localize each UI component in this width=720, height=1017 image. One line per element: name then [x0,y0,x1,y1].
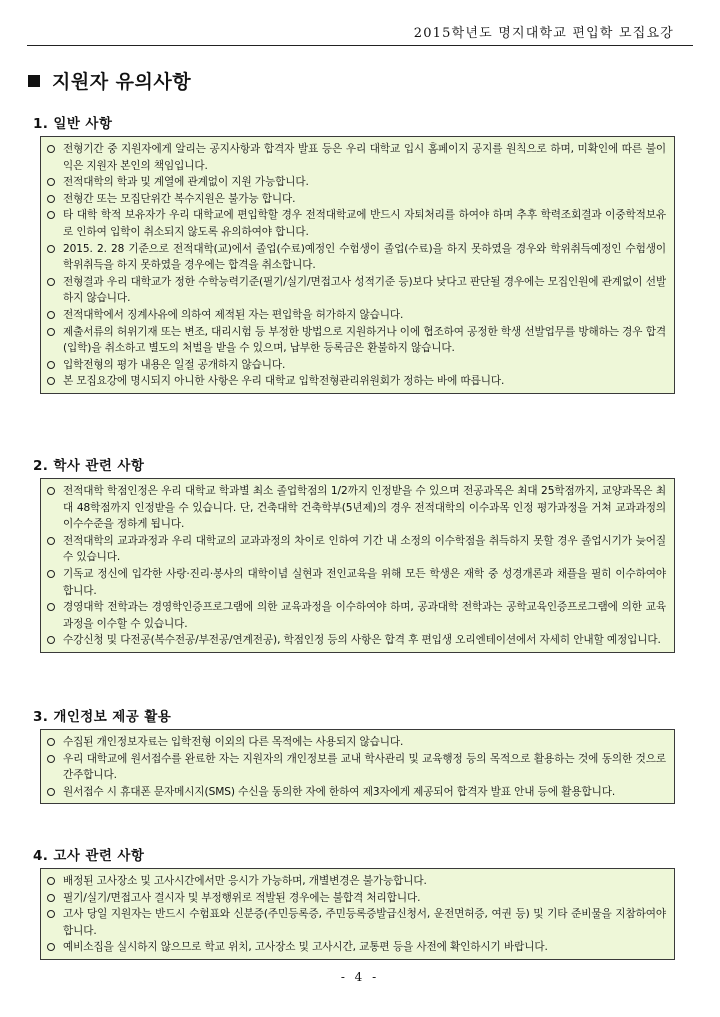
circle-bullet-icon [47,788,55,796]
circle-bullet-icon [47,738,55,746]
list-item-text: 원서접수 시 휴대폰 문자메시지(SMS) 수신을 동의한 자에 한하여 제3자에게 제공되어 합격자 발표 안내 등에 활용합니다. [63,785,616,798]
circle-bullet-icon [47,603,55,611]
notice-box [40,478,675,653]
list-item-text: 전형간 또는 모집단위간 복수지원은 불가능 합니다. [63,192,296,205]
list-item-text: 2015. 2. 28 기준으로 전적대학(교)에서 졸업(수료)예정인 수험생이 졸업(수료)을 하지 못하였을 경우와 학위취득예정인 수험생이 학위취득을 하지 못하였을 경우에는 합격을 취소합니다. [63,242,666,272]
list-item [47,599,666,632]
list-item-text: 전적대학의 교과과정과 우리 대학교의 교과과정의 차이로 인하여 기간 내 소정의 이수학점을 취득하지 못할 경우 졸업시기가 늦어질 수 있습니다. [63,534,666,564]
section-heading: 1. 일반 사항 [33,116,113,132]
list-item [47,373,666,390]
list-item [47,324,666,357]
list-item [47,307,666,324]
header-divider [27,45,693,46]
section-heading: 3. 개인정보 제공 활용 [33,709,172,725]
list-item-text: 타 대학 학적 보유자가 우리 대학교에 편입학할 경우 전적대학교에 반드시 자퇴처리를 하여야 하며 추후 학력조회결과 이중학적보유로 인하여 입학이 취소되지 않도록 유의하여야 합니다. [63,209,666,238]
notice-box [40,729,675,804]
list-item [47,533,666,566]
circle-bullet-icon [47,894,55,902]
list-item-text: 전형결과 우리 대학교가 정한 수학능력기준(필기/실기/면접고사 성적기준 등)보다 낮다고 판단될 경우에는 모집인원에 관계없이 선발하지 않습니다. [63,275,666,305]
circle-bullet-icon [47,537,55,545]
circle-bullet-icon [47,361,55,369]
circle-bullet-icon [47,328,55,336]
circle-bullet-icon [47,636,55,644]
list-item-text: 배정된 고사장소 및 고사시간에서만 응시가 가능하며, 개별변경은 불가능합니다. [63,875,427,887]
list-item [47,274,666,307]
list-item-text: 기독교 정신에 입각한 사랑·진리·봉사의 대학이념 실현과 전인교육을 위해 모든 학생은 재학 중 성경개론과 채플을 필히 이수하여야 합니다. [63,567,666,597]
list-item-text: 전형기간 중 지원자에게 알리는 공지사항과 합격자 발표 등은 우리 대학교 입시 홈페이지 공지를 원칙으로 하며, 미확인에 따른 불이익은 지원자 본인의 책임입니다. [63,143,666,172]
list-item [47,207,666,240]
document-title: 2015학년도 명지대학교 편입학 모집요강 [413,26,674,41]
circle-bullet-icon [47,245,55,253]
notice-box [40,136,675,394]
circle-bullet-icon [47,755,55,763]
circle-bullet-icon [47,178,55,186]
circle-bullet-icon [47,278,55,286]
page-title [28,67,191,94]
page-title-text: 지원자 유의사항 [52,71,192,93]
square-bullet-icon [28,75,40,87]
notice-list [47,141,666,390]
notice-list [47,734,666,800]
list-item [47,357,666,374]
notice-list [47,873,666,956]
list-item [47,906,666,939]
list-item-text: 예비소집을 실시하지 않으므로 학교 위치, 고사장소 및 고사시간, 교통편 등을 사전에 확인하시기 바랍니다. [63,941,548,954]
list-item [47,191,666,208]
list-item-text: 입학전형의 평가 내용은 일절 공개하지 않습니다. [63,358,286,371]
list-item [47,784,666,801]
circle-bullet-icon [47,910,55,918]
list-item [47,734,666,751]
circle-bullet-icon [47,311,55,319]
list-item-text: 전적대학에서 징계사유에 의하여 제적된 자는 편입학을 허가하지 않습니다. [63,308,404,321]
notice-box [40,868,675,960]
section-heading: 4. 고사 관련 사항 [33,848,145,864]
list-item-text: 우리 대학교에 원서접수를 완료한 자는 지원자의 개인정보를 교내 학사관리 및 교육행정 등의 목적으로 활용하는 것에 동의한 것으로 간주합니다. [63,752,666,782]
list-item-text: 필기/실기/면접고사 결시자 및 부정행위로 적발된 경우에는 불합격 처리합니다. [63,891,421,904]
list-item-text: 경영대학 전학과는 경영학인증프로그램에 의한 교육과정을 이수하여야 하며, 공과대학 전학과는 공학교육인증프로그램에 의한 교육과정을 이수할 수 있습니다. [63,601,666,630]
list-item [47,141,666,174]
list-item-text: 제출서류의 허위기재 또는 변조, 대리시험 등 부정한 방법으로 지원하거나 이에 협조하여 공정한 학생 선발업무를 방해하는 경우 합격(입학)을 취소하고 별도의 처벌을 받을 수 있으며, 납부한 등록금은 환불하지 않습니다. [63,325,666,355]
page-number: - 4 - [340,970,380,984]
list-item [47,939,666,956]
list-item-text: 수강신청 및 다전공(복수전공/부전공/연계전공), 학점인정 등의 사항은 합격 후 편입생 오리엔테이션에서 자세히 안내할 예정입니다. [63,634,661,647]
list-item [47,873,666,890]
circle-bullet-icon [47,943,55,951]
circle-bullet-icon [47,145,55,153]
list-item-text: 전적대학의 학과 및 계열에 관계없이 지원 가능합니다. [63,176,309,189]
list-item [47,241,666,274]
list-item-text: 본 모집요강에 명시되지 아니한 사항은 우리 대학교 입학전형관리위원회가 정하는 바에 따릅니다. [63,375,505,388]
circle-bullet-icon [47,487,55,495]
list-item-text: 전적대학 학점인정은 우리 대학교 학과별 최소 졸업학점의 1/2까지 인정받을 수 있으며 전공과목은 최대 25학점까지, 교양과목은 최대 48학점까지 인정받을 수 있습니다. 단, 건축대학 건축학부(5년제)의 경우 전적대학의 이수과목 인정 평가과정을 거쳐 교과과정의 이수수준을 정하게 됩니다. [63,485,666,531]
list-item [47,566,666,599]
list-item [47,174,666,191]
list-item [47,890,666,907]
list-item-text: 고사 당일 지원자는 반드시 수험표와 신분증(주민등록증, 주민등록증발급신청서, 운전면허증, 여권 등) 및 기타 준비물을 지참하여야 합니다. [63,908,666,937]
list-item [47,632,666,649]
list-item-text: 수집된 개인정보자료는 입학전형 이외의 다른 목적에는 사용되지 않습니다. [63,736,404,748]
circle-bullet-icon [47,377,55,385]
list-item [47,483,666,533]
notice-list [47,483,666,649]
list-item [47,751,666,784]
circle-bullet-icon [47,877,55,885]
section-heading: 2. 학사 관련 사항 [33,458,145,474]
circle-bullet-icon [47,570,55,578]
circle-bullet-icon [47,211,55,219]
circle-bullet-icon [47,195,55,203]
